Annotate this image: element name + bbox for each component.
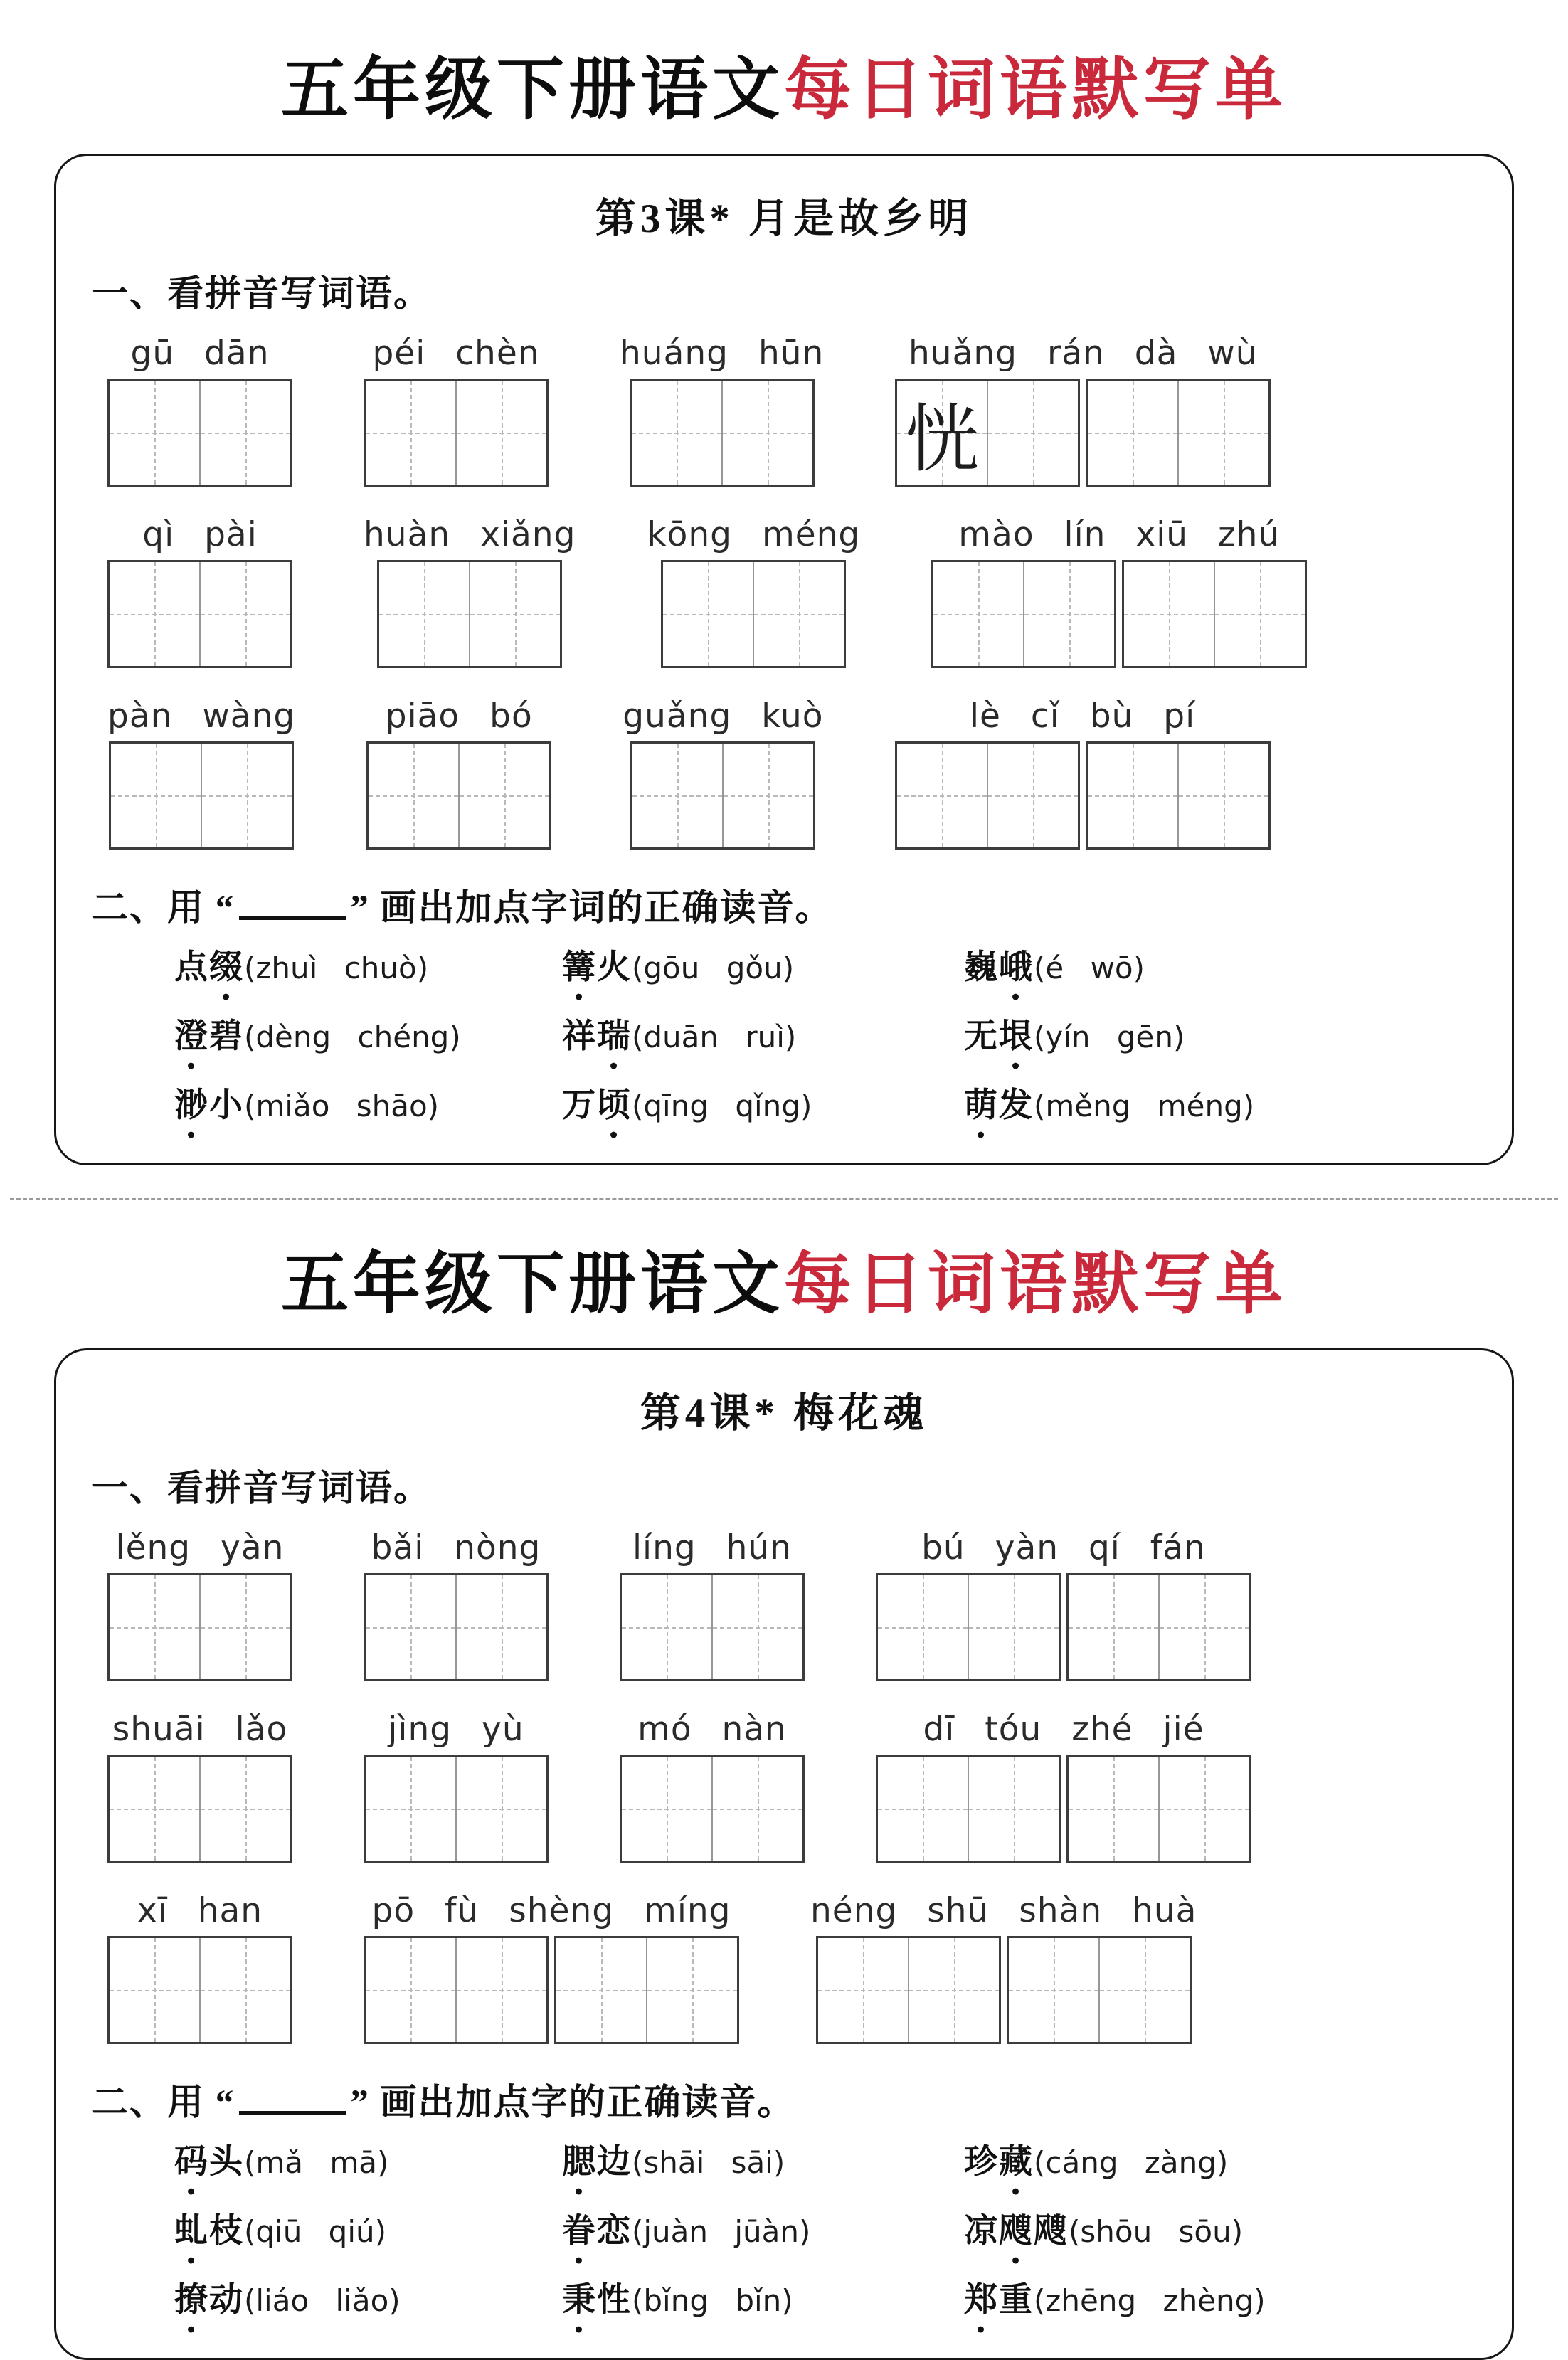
writing-cell[interactable] xyxy=(366,1938,457,2042)
writing-cell[interactable] xyxy=(1088,744,1179,847)
dotted-char: 飕 xyxy=(999,2213,1034,2250)
dotted-char: 澄 xyxy=(174,1018,209,1055)
writing-grid xyxy=(876,1755,1061,1863)
lesson-title: 第3课* 月是故乡明 xyxy=(595,196,973,241)
word-group xyxy=(364,1528,549,1681)
pron-options[interactable]: (dèng chéng) xyxy=(244,1020,461,1054)
dotted-char: 瑞 xyxy=(597,1018,632,1055)
dotted-char: 虬 xyxy=(174,2213,209,2250)
pinyin-label: pō fù shèng míng xyxy=(371,1891,731,1930)
writing-cell[interactable] xyxy=(201,1757,290,1861)
writing-grid xyxy=(107,1936,292,2044)
writing-cell[interactable] xyxy=(632,381,723,485)
writing-cell[interactable] xyxy=(1069,1575,1160,1679)
pinyin-label: huáng hūn xyxy=(620,334,825,373)
pinyin-label: xī han xyxy=(137,1891,263,1930)
word-group xyxy=(876,1528,1251,1681)
writing-cell[interactable] xyxy=(632,744,724,847)
writing-cell[interactable] xyxy=(1069,1757,1160,1861)
writing-cell[interactable] xyxy=(201,381,290,485)
pinyin-label: pàn wàng xyxy=(107,697,296,736)
word-group xyxy=(107,1528,292,1681)
page-title-red: 每日词语默写单 xyxy=(784,52,1288,127)
pinyin-label: kōng méng xyxy=(647,515,861,554)
pron-item: 码头(mǎ mā) xyxy=(174,2135,562,2183)
pron-item: 凉飕飕(shōu sōu) xyxy=(964,2204,1479,2252)
dotted-char: 腮 xyxy=(562,2144,597,2181)
writing-grid xyxy=(364,1936,549,2044)
word-group xyxy=(364,1891,739,2044)
writing-grid xyxy=(630,379,815,487)
page-title xyxy=(0,36,1568,132)
pron-options[interactable]: (shāi sāi) xyxy=(632,2145,785,2180)
writing-grid xyxy=(661,560,846,668)
writing-grid xyxy=(364,379,549,487)
word-group xyxy=(810,1891,1197,2044)
dashed-divider xyxy=(10,1198,1558,1200)
writing-cell[interactable] xyxy=(622,1757,713,1861)
writing-grid xyxy=(1086,379,1271,487)
pron-options[interactable]: (juàn jūàn) xyxy=(632,2214,811,2249)
dotted-char: 郑 xyxy=(964,2282,999,2319)
pron-options[interactable]: (qīng qǐng) xyxy=(632,1089,812,1123)
writing-grid xyxy=(1086,741,1271,850)
word-group xyxy=(620,334,824,487)
writing-grid xyxy=(620,1755,805,1863)
page-title xyxy=(0,1230,1568,1327)
writing-cell[interactable] xyxy=(110,562,201,666)
pinyin-grid-row xyxy=(107,1891,1479,2044)
pinyin-label: huàn xiǎng xyxy=(364,515,576,554)
writing-cell[interactable] xyxy=(110,1938,201,2042)
writing-grid xyxy=(107,560,292,668)
pinyin-grid-row xyxy=(107,1528,1479,1681)
writing-cell[interactable] xyxy=(723,381,812,485)
writing-cell[interactable] xyxy=(379,562,470,666)
dotted-char: 垠 xyxy=(999,1018,1034,1055)
dotted-char: 眷 xyxy=(562,2213,597,2250)
pinyin-grid-row xyxy=(107,515,1479,668)
word-group xyxy=(366,697,551,850)
dotted-char: 篝 xyxy=(562,949,597,986)
pinyin-label: lè cǐ bù pí xyxy=(969,697,1196,736)
pron-item: 虬枝(qiū qiú) xyxy=(174,2204,562,2252)
word-group xyxy=(107,334,292,487)
writing-grid xyxy=(366,741,551,850)
pronunciation-list xyxy=(174,2135,1479,2321)
writing-grid xyxy=(1066,1573,1251,1681)
pronunciation-list xyxy=(174,941,1479,1126)
writing-cell[interactable] xyxy=(457,381,546,485)
word-group xyxy=(107,1710,292,1863)
writing-cell[interactable] xyxy=(713,1575,802,1679)
writing-cell[interactable] xyxy=(369,744,460,847)
part2-label: 二、用 “ ” 画出加点字词的正确读音。 xyxy=(92,889,833,928)
writing-grid xyxy=(1122,560,1307,668)
writing-grid xyxy=(107,1573,292,1681)
dotted-char: 萌 xyxy=(964,1087,999,1124)
writing-grid xyxy=(107,1755,292,1863)
pinyin-label: qì pài xyxy=(142,515,258,554)
word-group xyxy=(364,515,576,668)
pinyin-grid-row xyxy=(107,334,1479,487)
pron-options[interactable]: (zhēng zhèng) xyxy=(1034,2283,1266,2318)
pron-options[interactable]: (bǐng bǐn) xyxy=(632,2283,793,2318)
word-group xyxy=(107,697,295,850)
pinyin-label: guǎng kuò xyxy=(623,697,824,736)
word-group xyxy=(623,697,823,850)
writing-cell[interactable] xyxy=(754,562,844,666)
writing-cell[interactable] xyxy=(457,1938,546,2042)
writing-cell[interactable] xyxy=(460,744,549,847)
dotted-char: 码 xyxy=(174,2144,209,2181)
pron-options[interactable]: (é wō) xyxy=(1034,951,1145,985)
pron-options[interactable]: (shōu sōu) xyxy=(1069,2214,1244,2249)
pron-item: 万顷(qīng qǐng) xyxy=(562,1079,964,1126)
pron-options[interactable]: (liáo liǎo) xyxy=(244,2283,401,2318)
writing-cell[interactable] xyxy=(878,1757,969,1861)
dotted-char: 撩 xyxy=(174,2282,209,2319)
pinyin-label: mào lín xiū zhú xyxy=(958,515,1281,554)
pron-options[interactable]: (duān ruì) xyxy=(632,1020,797,1054)
writing-cell[interactable] xyxy=(1160,1757,1249,1861)
pron-item: 萌发(měng méng) xyxy=(964,1079,1479,1126)
pinyin-label: huǎng rán dà wù xyxy=(909,334,1258,373)
word-group xyxy=(647,515,860,668)
pron-options[interactable]: (cáng zàng) xyxy=(1034,2145,1229,2180)
writing-grid xyxy=(895,741,1080,850)
writing-cell[interactable] xyxy=(818,1938,909,2042)
writing-cell[interactable] xyxy=(110,1575,201,1679)
word-group xyxy=(876,1710,1251,1863)
writing-grid xyxy=(377,560,562,668)
pron-item: 眷恋(juàn jūàn) xyxy=(562,2204,964,2252)
dotted-char: 渺 xyxy=(174,1087,209,1124)
pron-options[interactable]: (gōu gǒu) xyxy=(632,951,795,985)
writing-cell[interactable] xyxy=(1088,381,1179,485)
writing-cell[interactable] xyxy=(988,744,1078,847)
word-group xyxy=(107,515,292,668)
writing-grid xyxy=(931,560,1116,668)
pron-item: 篝火(gōu gǒu) xyxy=(562,941,964,988)
writing-cell[interactable] xyxy=(878,1575,969,1679)
writing-cell[interactable] xyxy=(202,744,292,847)
writing-grid xyxy=(1066,1755,1251,1863)
underline-blank xyxy=(239,896,346,920)
pron-options[interactable]: (zhuì chuò) xyxy=(244,951,429,985)
pron-options[interactable]: (yín gēn) xyxy=(1034,1020,1185,1054)
pron-item: 点缀(zhuì chuò) xyxy=(174,941,562,988)
writing-cell[interactable] xyxy=(366,1757,457,1861)
writing-grid xyxy=(620,1573,805,1681)
pron-item: 澄碧(dèng chéng) xyxy=(174,1010,562,1057)
writing-cell[interactable] xyxy=(663,562,754,666)
writing-cell[interactable] xyxy=(897,744,988,847)
word-group xyxy=(895,334,1271,487)
writing-cell[interactable] xyxy=(110,1757,201,1861)
writing-cell[interactable] xyxy=(1009,1938,1100,2042)
writing-grid xyxy=(1007,1936,1192,2044)
writing-cell[interactable] xyxy=(1179,381,1268,485)
pron-item: 腮边(shāi sāi) xyxy=(562,2135,964,2183)
pinyin-label: péi chèn xyxy=(372,334,540,373)
page-title-black: 五年级下册语文 xyxy=(280,1247,784,1322)
pinyin-label: piāo bó xyxy=(385,697,533,736)
part1-label: 一、看拼音写词语。 xyxy=(92,275,432,314)
dotted-char: 缀 xyxy=(209,949,244,986)
writing-cell[interactable] xyxy=(457,1757,546,1861)
writing-cell[interactable] xyxy=(1024,562,1114,666)
dotted-char: 秉 xyxy=(562,2282,597,2319)
pron-item: 撩动(liáo liǎo) xyxy=(174,2273,562,2321)
pinyin-label: bǎi nòng xyxy=(371,1528,541,1567)
pron-options[interactable]: (měng méng) xyxy=(1034,1089,1255,1123)
prefilled-char: 恍 xyxy=(905,399,980,481)
writing-cell[interactable] xyxy=(622,1575,713,1679)
writing-cell[interactable] xyxy=(201,1575,290,1679)
pron-options[interactable]: (miǎo shāo) xyxy=(244,1089,440,1123)
writing-cell[interactable] xyxy=(724,744,813,847)
worksheet-card-lesson4 xyxy=(54,1348,1514,2360)
part1-label: 一、看拼音写词语。 xyxy=(92,1469,432,1509)
writing-cell[interactable] xyxy=(366,1575,457,1679)
pinyin-label: jìng yù xyxy=(388,1710,524,1749)
pron-item: 秉性(bǐng bǐn) xyxy=(562,2273,964,2321)
dotted-char: 峨 xyxy=(999,949,1034,986)
word-group xyxy=(364,334,549,487)
word-group xyxy=(107,1891,292,2044)
pinyin-label: shuāi lǎo xyxy=(112,1710,288,1749)
pinyin-label: mó nàn xyxy=(637,1710,787,1749)
writing-cell[interactable] xyxy=(713,1757,802,1861)
underline-blank xyxy=(239,2091,346,2115)
writing-grid xyxy=(107,379,292,487)
worksheet-card-lesson3 xyxy=(54,154,1514,1165)
pron-item: 渺小(miǎo shāo) xyxy=(174,1079,562,1126)
writing-grid xyxy=(364,1573,549,1681)
page-title-black: 五年级下册语文 xyxy=(280,52,784,127)
pinyin-label: gū dān xyxy=(130,334,270,373)
word-group xyxy=(364,1710,549,1863)
writing-cell[interactable] xyxy=(1160,1575,1249,1679)
writing-cell[interactable] xyxy=(1124,562,1215,666)
writing-cell[interactable] xyxy=(470,562,560,666)
writing-cell[interactable] xyxy=(201,562,290,666)
pinyin-label: bú yàn qí fán xyxy=(921,1528,1206,1567)
writing-grid xyxy=(554,1936,739,2044)
dotted-char: 顷 xyxy=(597,1087,632,1124)
pron-options[interactable]: (mǎ mā) xyxy=(244,2145,389,2180)
writing-cell[interactable] xyxy=(110,381,201,485)
writing-cell[interactable] xyxy=(969,1757,1059,1861)
writing-cell[interactable] xyxy=(201,1938,290,2042)
writing-cell[interactable] xyxy=(909,1938,999,2042)
pron-item: 祥瑞(duān ruì) xyxy=(562,1010,964,1057)
pron-item: 珍藏(cáng zàng) xyxy=(964,2135,1479,2183)
lesson-title: 第4课* 梅花魂 xyxy=(640,1391,928,1436)
word-group xyxy=(895,697,1271,850)
writing-cell[interactable] xyxy=(1215,562,1305,666)
writing-grid xyxy=(816,1936,1001,2044)
writing-cell[interactable] xyxy=(1179,744,1268,847)
word-group xyxy=(620,1710,805,1863)
writing-cell[interactable] xyxy=(1100,1938,1190,2042)
pron-item: 巍峨(é wō) xyxy=(964,941,1479,988)
pron-item: 无垠(yín gēn) xyxy=(964,1010,1479,1057)
pinyin-label: lěng yàn xyxy=(115,1528,285,1567)
pinyin-grid-row xyxy=(107,1710,1479,1863)
writing-grid xyxy=(364,1755,549,1863)
writing-cell[interactable] xyxy=(457,1575,546,1679)
word-group xyxy=(931,515,1307,668)
pinyin-label: líng hún xyxy=(632,1528,793,1567)
pron-item: 郑重(zhēng zhèng) xyxy=(964,2273,1479,2321)
writing-grid xyxy=(630,741,815,850)
part2-label: 二、用 “ ” 画出加点字的正确读音。 xyxy=(92,2083,795,2123)
dotted-char: 藏 xyxy=(999,2144,1034,2181)
writing-grid xyxy=(109,741,294,850)
writing-cell[interactable] xyxy=(556,1938,647,2042)
writing-grid xyxy=(895,379,1080,487)
writing-cell[interactable] xyxy=(988,381,1078,485)
pinyin-label: dī tóu zhé jié xyxy=(923,1710,1204,1749)
writing-cell[interactable] xyxy=(897,381,988,485)
writing-cell[interactable] xyxy=(933,562,1024,666)
writing-cell[interactable] xyxy=(647,1938,737,2042)
pron-options[interactable]: (qiū qiú) xyxy=(244,2214,387,2249)
page-title-red: 每日词语默写单 xyxy=(784,1247,1288,1322)
pinyin-grid-row xyxy=(107,697,1479,850)
writing-grid xyxy=(876,1573,1061,1681)
word-group xyxy=(620,1528,805,1681)
writing-cell[interactable] xyxy=(111,744,202,847)
writing-cell[interactable] xyxy=(969,1575,1059,1679)
writing-cell[interactable] xyxy=(366,381,457,485)
pinyin-label: néng shū shàn huà xyxy=(810,1891,1197,1930)
